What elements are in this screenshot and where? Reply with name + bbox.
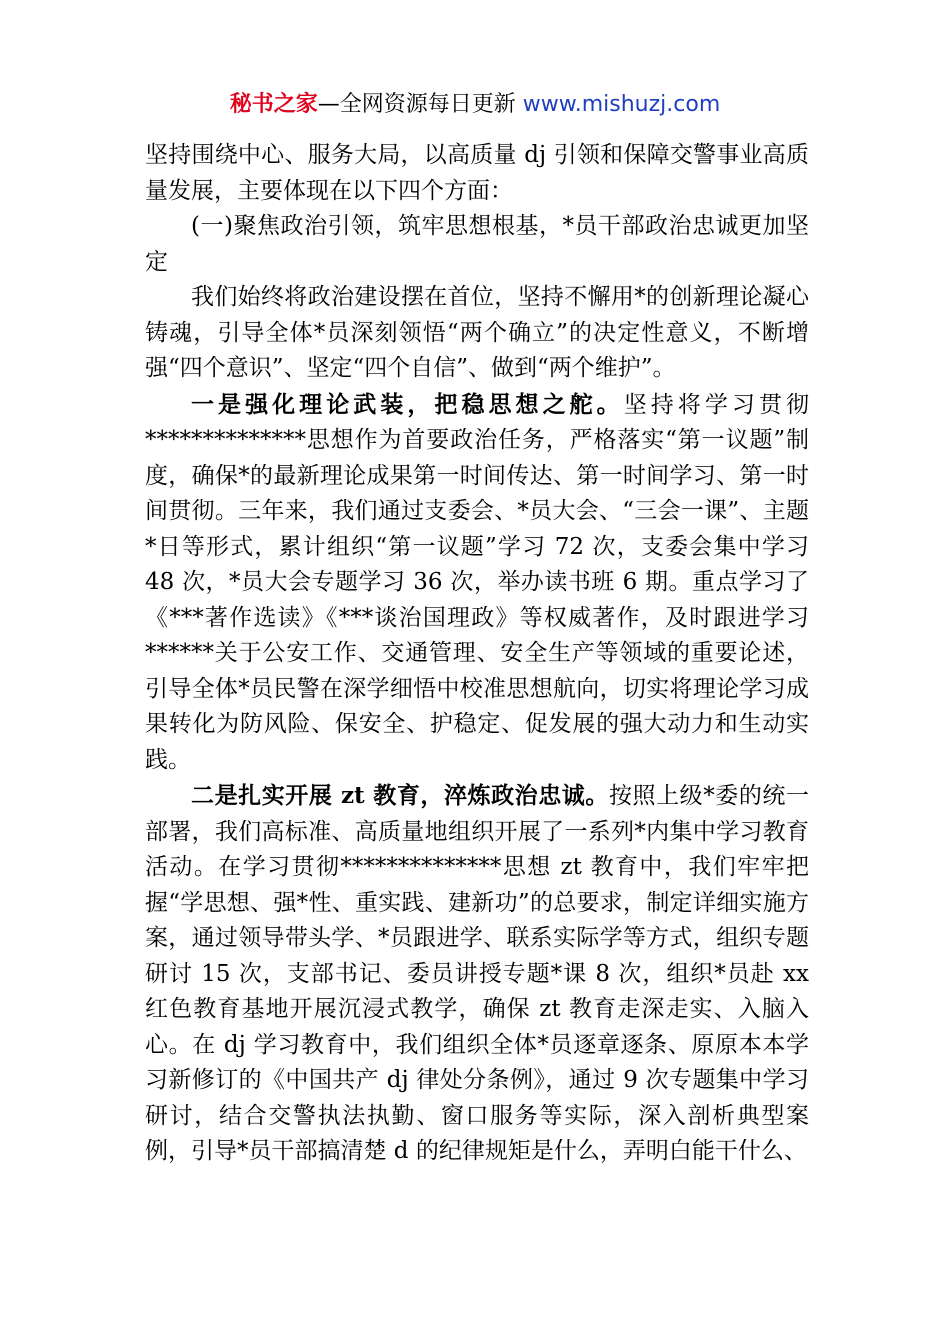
point-one-heading: 一是强化理论武装，把稳思想之舵。 [191, 390, 624, 418]
paragraph-intro: 坚持围绕中心、服务大局，以高质量 dj 引领和保障交警事业高质量发展，主要体现在以下四个方面： [145, 142, 809, 204]
paragraph-education [145, 778, 809, 1170]
document-body [145, 138, 809, 1170]
paragraph-theory [145, 387, 809, 779]
point-two-text: 按照上级*委的统一部署，我们高标准、高质量地组织开展了一系列*内集中学习教育活动。在学习贯彻**************思想 zt 教育中，我们牢牢把握“学思想、强*性、重实践、建新功”的总要求，制定详细实施方案，通过领导带头学、*员跟进学、联系实际学等方式，组织专题研讨 15 次，支部书记、委员讲授专题*课 8 次，组织*员赴 xx 红色教育基地开展沉浸式教学，确保 zt 教育走深走实、入脑入心。在 dj 学习教育中，我们组织全体*员逐章逐条、原原本本学习新修订的《中国共产 dj 律处分条例》，通过 9 次专题集中学习研讨，结合交警执法执勤、窗口服务等实际，深入剖析典型案例，引导*员干部搞清楚 d 的纪律规矩是什么，弄明白能干什么、 [145, 783, 810, 1164]
paragraph-political: 我们始终将政治建设摆在首位，坚持不懈用*的创新理论凝心铸魂，引导全体*员深刻领悟“两个确立”的决定性意义，不断增强“四个意识”、坚定“四个自信”、做到“两个维护”。 [145, 284, 809, 381]
point-one-text: 坚持将学习贯彻**************思想作为首要政治任务，严格落实“第一议题”制度，确保*的最新理论成果第一时间传达、第一时间学习、第一时间贯彻。三年来，我们通过支委会、*员大会、“三会一课”、主题*日等形式，累计组织“第一议题”学习 72 次，支委会集中学习 48 次，*员大会专题学习 36 次，举办读书班 6 期。重点学习了《***著作选读》《***谈治国理政》等权威著作，及时跟进学习******关于公安工作、交通管理、安全生产等领域的重要论述，引导全体*员民警在深学细悟中校准思想航向，切实将理论学习成果转化为防风险、保安全、护稳定、促发展的强大动力和生动实践。 [145, 391, 810, 773]
header-dash: — [317, 92, 340, 117]
section-heading: (一)聚焦政治引领，筑牢思想根基，*员干部政治忠诚更加坚定 [145, 213, 809, 275]
brand-name: 秘书之家 [229, 92, 318, 117]
site-header [0, 90, 950, 120]
header-slogan: 全网资源每日更新 [339, 92, 523, 117]
site-url-link[interactable]: www.mishuzj.com [522, 92, 721, 117]
point-two-heading: 二是扎实开展 zt 教育，淬炼政治忠诚。 [191, 782, 609, 809]
